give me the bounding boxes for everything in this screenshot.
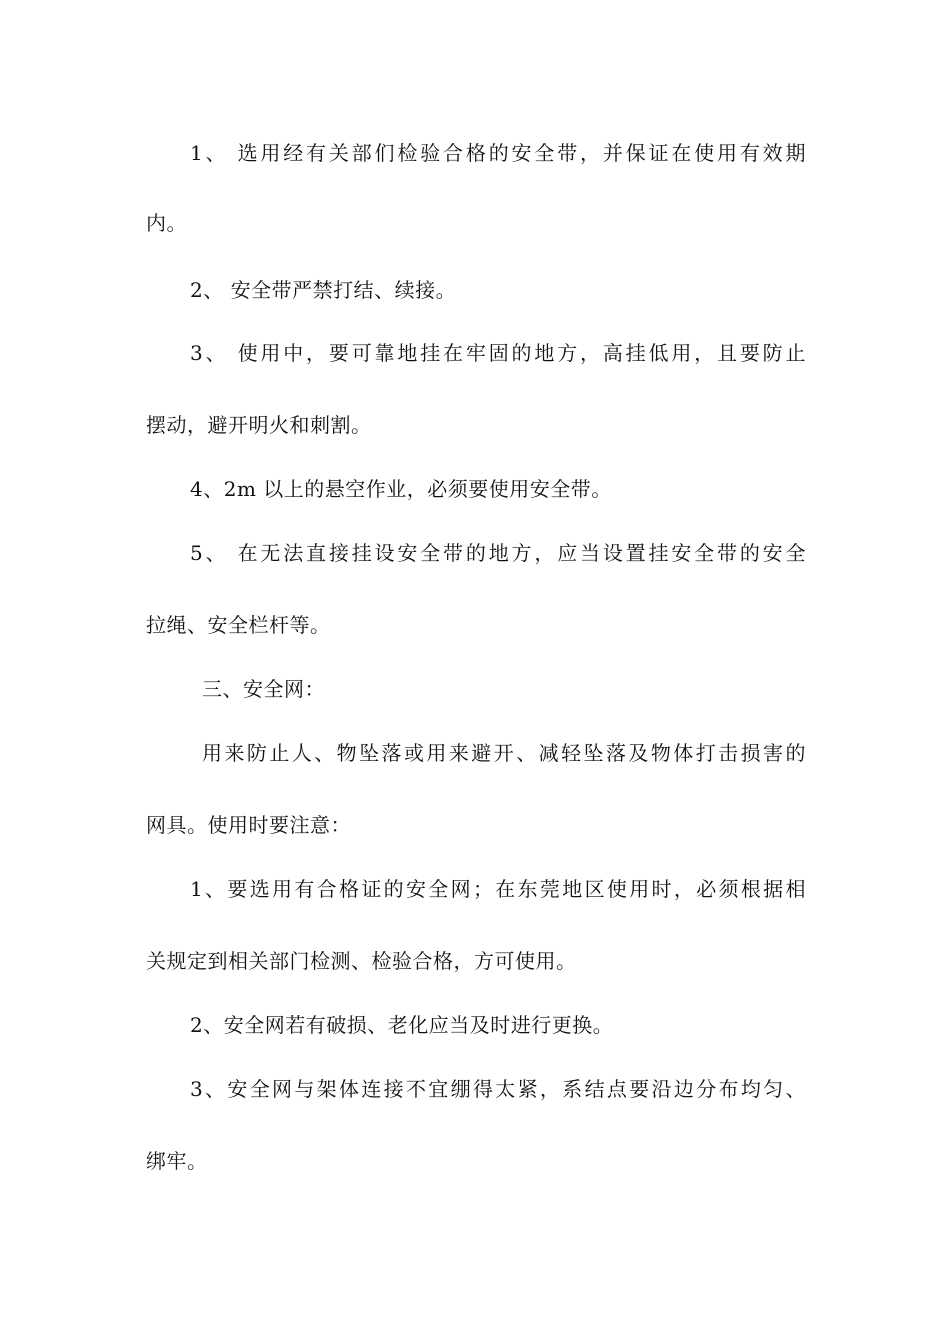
- paragraph-line: 3、 使用中，要可靠地挂在牢固的地方，高挂低用，且要防止: [190, 341, 806, 365]
- paragraph-line: 3、安全网与架体连接不宜绷得太紧，系结点要沿边分布均匀、: [190, 1077, 806, 1101]
- paragraph-line: 5、 在无法直接挂设安全带的地方，应当设置挂安全带的安全: [190, 541, 806, 565]
- paragraph-line: 2、安全网若有破损、老化应当及时进行更换。: [190, 1013, 614, 1037]
- paragraph-line: 1、 选用经有关部们检验合格的安全带，并保证在使用有效期: [190, 141, 806, 165]
- paragraph-line: 绑牢。: [146, 1149, 208, 1173]
- paragraph-line: 摆动，避开明火和刺割。: [146, 413, 372, 437]
- section-heading: 三、安全网：: [202, 677, 325, 701]
- paragraph-line: 用来防止人、物坠落或用来避开、减轻坠落及物体打击损害的: [202, 741, 806, 765]
- paragraph-line: 关规定到相关部门检测、检验合格，方可使用。: [146, 949, 577, 973]
- paragraph-line: 2、 安全带严禁打结、续接。: [190, 278, 457, 302]
- paragraph-line: 网具。使用时要注意：: [146, 813, 351, 837]
- paragraph-line: 内。: [146, 211, 187, 235]
- paragraph-line: 4、2m 以上的悬空作业，必须要使用安全带。: [190, 477, 612, 501]
- paragraph-line: 拉绳、安全栏杆等。: [146, 613, 331, 637]
- paragraph-line: 1、要选用有合格证的安全网；在东莞地区使用时，必须根据相: [190, 877, 806, 901]
